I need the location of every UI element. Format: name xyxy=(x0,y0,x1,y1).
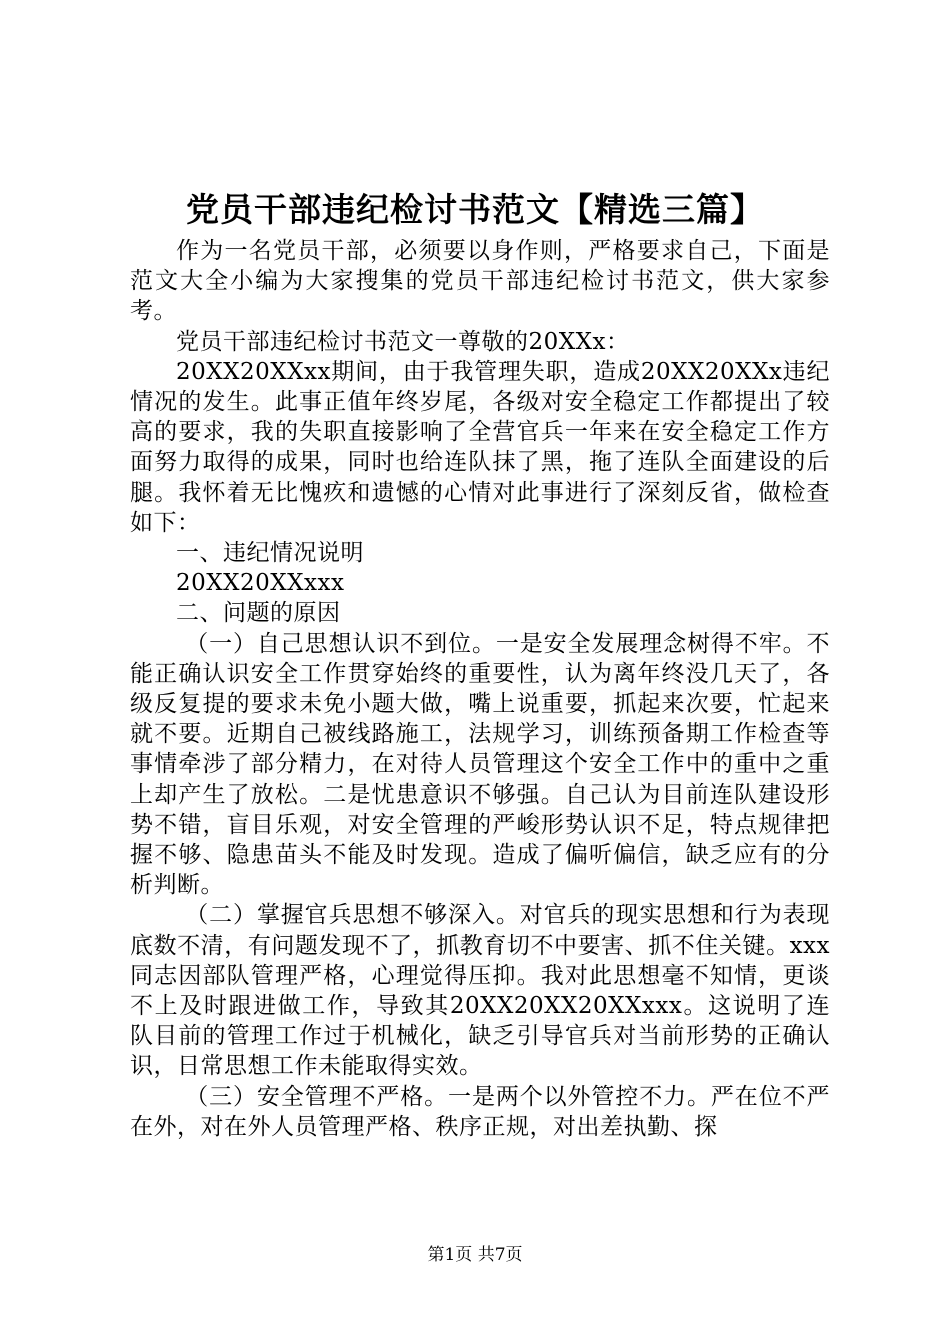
page-number-footer: 第1页 共7页 xyxy=(427,1245,523,1265)
paragraph-violation-detail: 20XX20XXxxx xyxy=(176,570,345,597)
paragraph-cause-three: （三）安全管理不严格。一是两个以外管控不力。严在位不严在外，对在外人员管理严格、秩序正规，对出差执勤、探 xyxy=(130,1083,830,1140)
paragraph-cause-two: （二）掌握官兵思想不够深入。对官兵的现实思想和行为表现底数不清，有问题发现不了，抓教育切不中要害、抓不住关键。xxx同志因部队管理严格，心理觉得压抑。我对此思想毫不知情，更谈不上及时跟进做工作，导致其20XX20XX20XXxxx。这说明了连队目前的管理工作过于机械化，缺乏引导官兵对当前形势的正确认识，日常思想工作未能取得实效。 xyxy=(130,902,830,1080)
section-heading-violation: 一、违纪情况说明 xyxy=(176,540,364,567)
paragraph-incident: 20XX20XXxx期间，由于我管理失职，造成20XX20XXx违纪情况的发生。此事正值年终岁尾，各级对安全稳定工作都提出了较高的要求，我的失职直接影响了全营官兵一年来在安全稳定工作方面努力取得的成果，同时也给连队抹了黑，拖了连队全面建设的后腿。我怀着无比愧疚和遗憾的心情对此事进行了深刻反省，做检查如下： xyxy=(130,358,830,536)
paragraph-heading-sample-one: 党员干部违纪检讨书范文一尊敬的20XXx： xyxy=(176,328,630,355)
section-heading-causes: 二、问题的原因 xyxy=(176,600,341,627)
page-title: 党员干部违纪检讨书范文【精选三篇】 xyxy=(186,190,764,229)
document-body xyxy=(130,236,830,1142)
paragraph-cause-one: （一）自己思想认识不到位。一是安全发展理念树得不牢。不能正确认识安全工作贯穿始终的重要性，认为离年终没几天了，各级反复提的要求未免小题大做，嘴上说重要，抓起来次要，忙起来就不要。近期自己被线路施工，法规学习，训练预备期工作检查等事情牵涉了部分精力，在对待人员管理这个安全工作中的重中之重上却产生了放松。二是忧患意识不够强。自己认为目前连队建设形势不错，盲目乐观，对安全管理的严峻形势认识不足，特点规律把握不够、隐患苗头不能及时发现。造成了偏听偏信，缺乏应有的分析判断。 xyxy=(130,630,830,899)
paragraph-intro: 作为一名党员干部，必须要以身作则，严格要求自己，下面是范文大全小编为大家搜集的党员干部违纪检讨书范文，供大家参考。 xyxy=(130,238,830,325)
